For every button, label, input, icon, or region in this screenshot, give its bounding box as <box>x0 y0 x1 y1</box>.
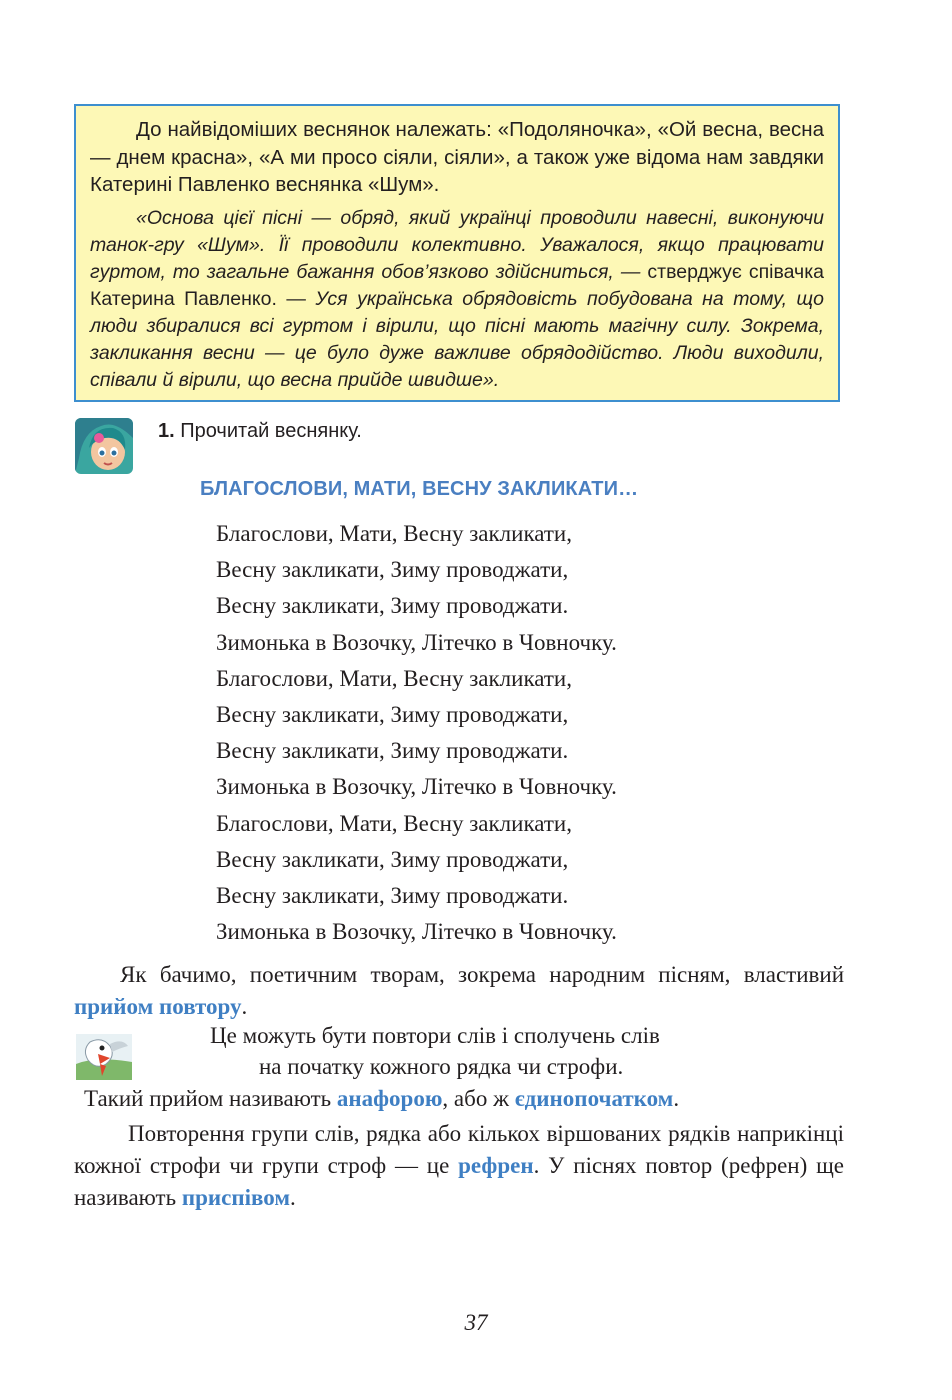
quote-part-c: Уся українська обрядовість побудована на тому, що люди збиралися всі гуртом і вірили, що пісні мають магічну силу. Зокрема, закликання весни — це було дуже важливе обрядодійство. Люди виходили, співали й вірили, що весна прийде швидше». <box>90 287 824 391</box>
text-run: Повторення групи слів, рядка або кількох віршованих рядків наприкінці кожної строфи чи групи строф — це <box>74 1121 844 1178</box>
term-anaphora: анафорою <box>336 1086 443 1111</box>
poem-line: Весну закликати, Зиму проводжати, <box>216 702 569 728</box>
text-run: , або ж <box>442 1086 515 1111</box>
info-paragraph: До найвідоміших веснянок належать: «Подоляночка», «Ой весна, весна — днем красна», «А ми просо сіяли, сіяли», а також уже відома нам завдяки Катерині Павленко веснянка «Шум». <box>90 118 824 196</box>
poem <box>216 516 617 950</box>
poem-line: Весну закликати, Зиму проводжати, <box>216 557 569 583</box>
term-single-beginning: єдинопочатком <box>514 1086 674 1111</box>
poem-line: Благослови, Мати, Весну закликати, <box>216 810 572 836</box>
task-number: 1. <box>158 420 175 442</box>
task-instruction <box>158 420 362 443</box>
text-run: Такий прийом називають <box>84 1086 337 1111</box>
info-quote <box>90 205 824 394</box>
poem-line: Зимонька в Возочку, Літечко в Човночку. <box>216 919 617 945</box>
poem-line: Весну закликати, Зиму проводжати. <box>216 883 569 909</box>
poem-line: Благослови, Мати, Весну закликати, <box>216 665 572 691</box>
text-run: . <box>673 1086 680 1111</box>
paragraph-repetition <box>74 959 844 1023</box>
poem-line: Весну закликати, Зиму проводжати, <box>216 846 569 872</box>
poem-line: Благослови, Мати, Весну закликати, <box>216 521 572 546</box>
task-text: Прочитай веснянку. <box>174 420 362 442</box>
rule-line-2: на початку кожного рядка чи строфи. <box>259 1054 624 1079</box>
text-run: . <box>241 994 248 1019</box>
bird-icon <box>76 1034 132 1080</box>
poem-title: БЛАГОСЛОВИ, МАТИ, ВЕСНУ ЗАКЛИКАТИ… <box>200 478 639 500</box>
text-run: . У піснях повтор (рефрен) ще називають <box>74 1153 845 1210</box>
poem-line: Весну закликати, Зиму проводжати. <box>216 738 569 764</box>
rule-line-1: Це можуть бути повтори слів і сполучень слів <box>210 1023 660 1048</box>
quote-part-a: «Основа цієї пісні — обряд, який українці проводили навесні, виконуючи танок-гру «Шум». Її проводили колективно. Уважалося, якщо працювати гуртом, то загальне бажання обов’язково здійсниться, — <box>90 206 824 283</box>
text-run: . <box>290 1185 296 1210</box>
term-refrain: рефрен <box>458 1153 534 1178</box>
info-box <box>74 104 840 402</box>
poem-line: Зимонька в Возочку, Літечко в Човночку. <box>216 629 617 655</box>
text-run: Як бачимо, поетичним творам, зокрема народним пісням, властивий <box>120 962 844 987</box>
anaphora-definition <box>84 1086 679 1112</box>
quote-part-b: стверджує співачка Катерина Павленко. — <box>90 260 825 310</box>
term-chorus: приспівом <box>181 1185 290 1210</box>
poem-line: Зимонька в Возочку, Літечко в Човночку. <box>216 774 617 800</box>
page-number: 37 <box>464 1310 488 1335</box>
refrain-definition <box>74 1118 844 1214</box>
poem-line: Весну закликати, Зиму проводжати. <box>216 593 569 619</box>
term-repetition: прийом повтору <box>74 994 242 1019</box>
girl-avatar-icon <box>75 418 133 474</box>
